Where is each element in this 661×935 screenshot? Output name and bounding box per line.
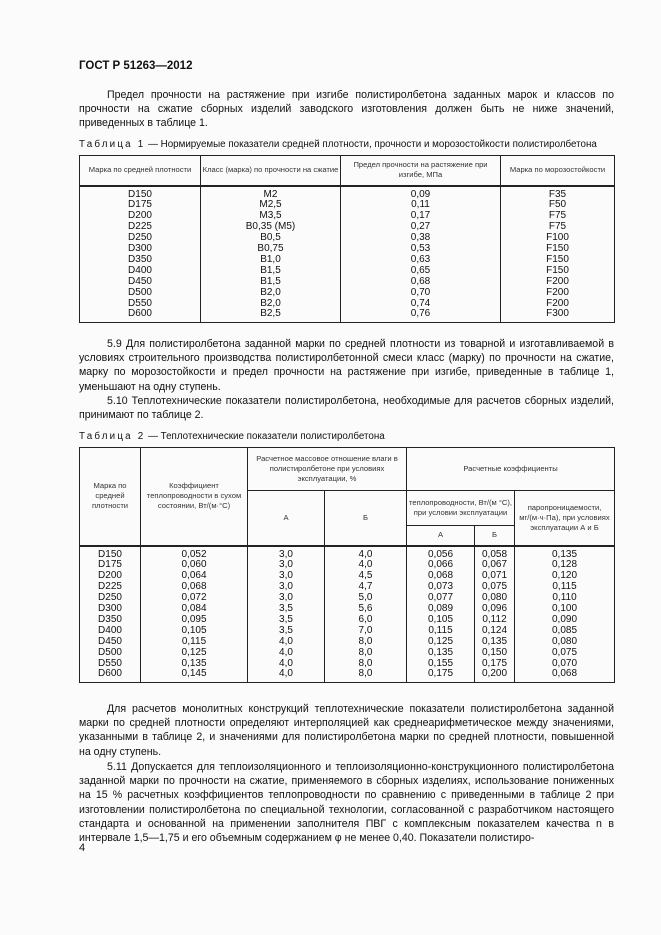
table-cell: D175 xyxy=(98,559,122,571)
table-cell: 0,105 xyxy=(427,613,454,625)
table-cell: D350 xyxy=(128,253,152,265)
table-cell: 0,060 xyxy=(181,559,207,571)
table-cell: 0,090 xyxy=(552,613,578,625)
table-cell: 0,11 xyxy=(411,199,430,211)
table-cell: 0,072 xyxy=(181,592,207,604)
table-cell: M2,5 xyxy=(259,199,282,211)
table-cell: F150 xyxy=(546,253,569,265)
t2-col-mark xyxy=(80,546,141,683)
table-cell: 3,5 xyxy=(279,624,293,636)
table-cell: 0,085 xyxy=(552,624,578,636)
table-cell: D300 xyxy=(128,243,152,255)
table-cell: 0,135 xyxy=(481,635,508,647)
table-2 xyxy=(79,447,615,683)
table-cell: D200 xyxy=(128,210,152,222)
table-cell: D175 xyxy=(128,199,152,211)
table-cell: 8,0 xyxy=(358,635,373,647)
table-1 xyxy=(79,155,615,323)
table-cell: 0,052 xyxy=(181,548,207,560)
table-cell: D500 xyxy=(128,286,152,298)
t1-header-strength: Предел прочности на растяжение при изгибе, МПа xyxy=(341,156,501,186)
table-cell: 3,0 xyxy=(279,548,293,560)
table-cell: 8,0 xyxy=(358,657,373,669)
t2-header-conductivity: теплопроводности, Вт/(м °С), при условии эксплуатации xyxy=(407,491,515,526)
table1-caption-text: — Нормируемые показатели средней плотности, прочности и морозостойкости полистиролбетона xyxy=(145,139,597,150)
t2-header-moisture: Расчетное массовое отношение влаги в полистиролбетоне при условиях эксплуатации, % xyxy=(248,448,407,491)
t1-col-class xyxy=(201,186,341,323)
table-cell: 3,0 xyxy=(279,592,293,604)
table-cell: F200 xyxy=(546,297,569,309)
t1-header-frost: Марка по морозостойкости xyxy=(501,156,615,186)
table-cell: F35 xyxy=(548,188,567,200)
table-cell: F150 xyxy=(546,243,569,255)
table-cell: 3,0 xyxy=(279,570,293,582)
table-cell: 0,095 xyxy=(181,613,207,625)
t2-header-coef: Коэффициент теплопроводности в сухом состоянии, Вт/(м·°С) xyxy=(141,448,248,546)
table-cell: 0,080 xyxy=(481,592,508,604)
table-cell: 0,084 xyxy=(181,603,207,615)
t2-header-vapor: паропроницаемости, мг/(м·ч·Па), при условиях эксплуатации А и Б xyxy=(515,491,615,546)
table-cell: 0,115 xyxy=(181,635,207,647)
table-cell: 0,068 xyxy=(181,581,207,593)
paragraph-5-11: 5.11 Допускается для теплоизоляционного и теплоизоляционно-конструкционного полистиролбетона заданной марки по прочности на сжатие, применяемого в сборных изделиях, использование пониженных на 15 % расчетных коэффициентов теплопроводности по сравнению с приведенными в таблице 2 при изготовлении полистиролбетона по специальной технологии, согласованной с разработчиком настоящего стандарта и основанной на применении заполнителя ПВГ с комплексным показателем качества n в интервале 1,5—1,75 и его объемным содержанием φ не менее 0,40. Показатели полистиро- xyxy=(79,761,614,845)
table-cell: 4,0 xyxy=(279,657,293,669)
t2-col-coef xyxy=(141,546,248,683)
t2-col-vapor xyxy=(515,546,615,683)
table-cell: D300 xyxy=(98,603,122,615)
table-cell: 0,056 xyxy=(427,548,454,560)
table-cell: 0,128 xyxy=(552,559,578,571)
table-cell: 4,7 xyxy=(358,581,373,593)
t2-header-moist-b: Б xyxy=(325,491,407,546)
table-cell: 0,071 xyxy=(481,570,508,582)
table-cell: D400 xyxy=(128,264,152,276)
table-cell: F200 xyxy=(546,275,569,287)
paragraph-monolithic: Для расчетов монолитных конструкций теплотехнические показатели полистиролбетона заданной марки по средней плотности определяют интерполяцией как среднеарифметическое между значениями, указанными в таблице 2, и значениями для полистиролбетона марки по средней плотности, повышенной на одну ступень. xyxy=(79,703,614,758)
table-cell: 3,0 xyxy=(279,559,293,571)
table-cell: 0,175 xyxy=(427,668,454,680)
table-cell: 0,112 xyxy=(482,613,507,625)
table-cell: 6,0 xyxy=(358,613,373,625)
table-cell: D225 xyxy=(98,581,122,593)
table-cell: 5,0 xyxy=(358,592,373,604)
table-cell: 0,125 xyxy=(427,635,454,647)
t2-header-cond-b: Б xyxy=(475,526,515,546)
table-cell: F50 xyxy=(548,199,567,211)
table-cell: 0,110 xyxy=(552,592,577,604)
table-cell: 7,0 xyxy=(358,624,373,636)
table-cell: 0,067 xyxy=(481,559,508,571)
table-cell: B2,0 xyxy=(260,286,281,298)
table-cell: 0,76 xyxy=(410,308,431,320)
table-cell: 0,115 xyxy=(428,624,453,636)
table-cell: 0,09 xyxy=(410,188,431,200)
table-cell: B2,5 xyxy=(260,308,281,320)
table-cell: 0,175 xyxy=(481,657,508,669)
table-cell: 0,115 xyxy=(552,581,577,593)
t2-col-cond-b xyxy=(475,546,515,683)
table-cell: 4,0 xyxy=(279,668,293,680)
table-cell: 0,17 xyxy=(410,210,431,222)
table-cell: F75 xyxy=(548,221,567,233)
table-cell: 4,0 xyxy=(358,559,373,571)
table-cell: 4,5 xyxy=(358,570,373,582)
table-cell: 8,0 xyxy=(358,668,373,680)
table-cell: 0,74 xyxy=(410,297,431,309)
intro-paragraph: Предел прочности на растяжение при изгибе полистиролбетона заданных марок и классов по прочности на сжатие сборных изделий заводского изготовления должен быть не ниже значений, приведенных в таблице 1. xyxy=(79,89,614,130)
table-cell: D200 xyxy=(98,570,122,582)
t2-header-cond-a: А xyxy=(407,526,475,546)
document-header: ГОСТ Р 51263—2012 xyxy=(79,60,193,72)
paragraph-5-10: 5.10 Теплотехнические показатели полистиролбетона, необходимые для расчетов сборных изделий, принимают по таблице 2. xyxy=(79,395,614,422)
table-cell: D450 xyxy=(98,635,122,647)
table-cell: 0,100 xyxy=(552,603,578,615)
table-cell: 0,200 xyxy=(481,668,508,680)
table-cell: 0,65 xyxy=(410,264,431,276)
table-cell: 0,070 xyxy=(552,657,578,669)
t2-header-mark: Марка по средней плотности xyxy=(80,448,141,546)
page-number: 4 xyxy=(79,842,86,854)
t2-header-moist-a: А xyxy=(248,491,325,546)
table-cell: 0,124 xyxy=(481,624,508,636)
t2-col-cond-a xyxy=(407,546,475,683)
table-cell: B0,35 (M5) xyxy=(245,221,296,233)
table-cell: 0,080 xyxy=(552,635,578,647)
t1-header-class: Класс (марка) по прочности на сжатие xyxy=(201,156,341,186)
table-cell: 0,135 xyxy=(427,646,454,658)
table-cell: F150 xyxy=(546,264,569,276)
table-cell: 4,0 xyxy=(279,646,293,658)
table1-caption-prefix: Таблица 1 xyxy=(79,139,146,150)
table-cell: D550 xyxy=(98,657,122,669)
table-cell: 0,27 xyxy=(410,221,431,233)
paragraph-5-9: 5.9 Для полистиролбетона заданной марки по средней плотности из товарной и изготавливаемой в условиях строительного производства полистиролбетонной смеси класс (марку) по прочности на сжатие, марку по морозостойкости и предел прочности на растяжение при изгибе, приведенные в таблице 1, уменьшают на одну ступень. xyxy=(79,338,614,393)
t1-col-strength xyxy=(341,186,501,323)
table-cell: 0,066 xyxy=(427,559,454,571)
table-cell: M2 xyxy=(263,188,278,200)
table-cell: 0,125 xyxy=(181,646,207,658)
table1-caption xyxy=(79,139,597,150)
table-cell: B0,75 xyxy=(257,243,284,255)
table-cell: 3,5 xyxy=(279,603,293,615)
table-cell: 0,68 xyxy=(410,275,431,287)
table-cell: 0,058 xyxy=(481,548,508,560)
table-cell: D500 xyxy=(98,646,122,658)
t2-header-calc: Расчетные коэффициенты xyxy=(407,448,615,491)
table-cell: 0,077 xyxy=(427,592,454,604)
table2-caption-prefix: Таблица 2 xyxy=(79,431,146,442)
t2-col-moist-a xyxy=(248,546,325,683)
table-cell: B1,5 xyxy=(260,264,281,276)
table2-caption xyxy=(79,431,385,442)
table-cell: F200 xyxy=(546,286,569,298)
table-cell: 0,075 xyxy=(481,581,508,593)
table-cell: B2,0 xyxy=(260,297,281,309)
table-cell: 0,145 xyxy=(181,668,207,680)
table-cell: 0,135 xyxy=(552,548,578,560)
table-cell: 8,0 xyxy=(358,646,373,658)
table-cell: B1,0 xyxy=(260,253,281,265)
t1-col-frost xyxy=(501,186,615,323)
table-cell: D450 xyxy=(128,275,152,287)
table-cell: 0,089 xyxy=(427,603,454,615)
t1-header-mark: Марка по средней плотности xyxy=(80,156,201,186)
table-cell: B0,5 xyxy=(260,232,281,244)
table-cell: D250 xyxy=(98,592,122,604)
table-cell: 0,064 xyxy=(181,570,207,582)
table-cell: 0,53 xyxy=(410,243,431,255)
table-cell: 0,120 xyxy=(552,570,578,582)
table-cell: 4,0 xyxy=(358,548,373,560)
table-cell: 0,096 xyxy=(481,603,508,615)
table-cell: D225 xyxy=(128,221,152,233)
table-cell: 0,150 xyxy=(481,646,508,658)
table-cell: M3,5 xyxy=(259,210,282,222)
table-cell: D600 xyxy=(128,308,152,320)
table-cell: 0,068 xyxy=(552,668,578,680)
t2-col-moist-b xyxy=(325,546,407,683)
table-cell: 0,70 xyxy=(410,286,431,298)
table-cell: D400 xyxy=(98,624,122,636)
table-cell: D350 xyxy=(98,613,122,625)
table-cell: 0,068 xyxy=(427,570,454,582)
table-cell: D250 xyxy=(128,232,152,244)
table-cell: 0,075 xyxy=(552,646,578,658)
table-cell: F75 xyxy=(548,210,567,222)
table-cell: B1,5 xyxy=(260,275,281,287)
table-cell: F300 xyxy=(546,308,569,320)
table-cell: D600 xyxy=(98,668,122,680)
table-cell: 0,135 xyxy=(181,657,207,669)
table-cell: 0,63 xyxy=(410,253,431,265)
table-cell: 3,0 xyxy=(279,581,293,593)
t1-col-mark xyxy=(80,186,201,323)
table2-caption-text: — Теплотехнические показатели полистиролбетона xyxy=(145,431,385,442)
table-cell: D550 xyxy=(128,297,152,309)
table-row xyxy=(80,546,615,683)
table-row xyxy=(80,186,615,323)
table-cell: 4,0 xyxy=(279,635,293,647)
table-cell: F100 xyxy=(546,232,569,244)
table-cell: 3,5 xyxy=(279,613,293,625)
table-cell: D150 xyxy=(98,548,122,560)
table-cell: 0,38 xyxy=(410,232,431,244)
table-cell: 5,6 xyxy=(358,603,373,615)
table-cell: 0,105 xyxy=(181,624,207,636)
table-cell: 0,073 xyxy=(427,581,454,593)
table-cell: 0,155 xyxy=(427,657,454,669)
table-cell: D150 xyxy=(128,188,152,200)
